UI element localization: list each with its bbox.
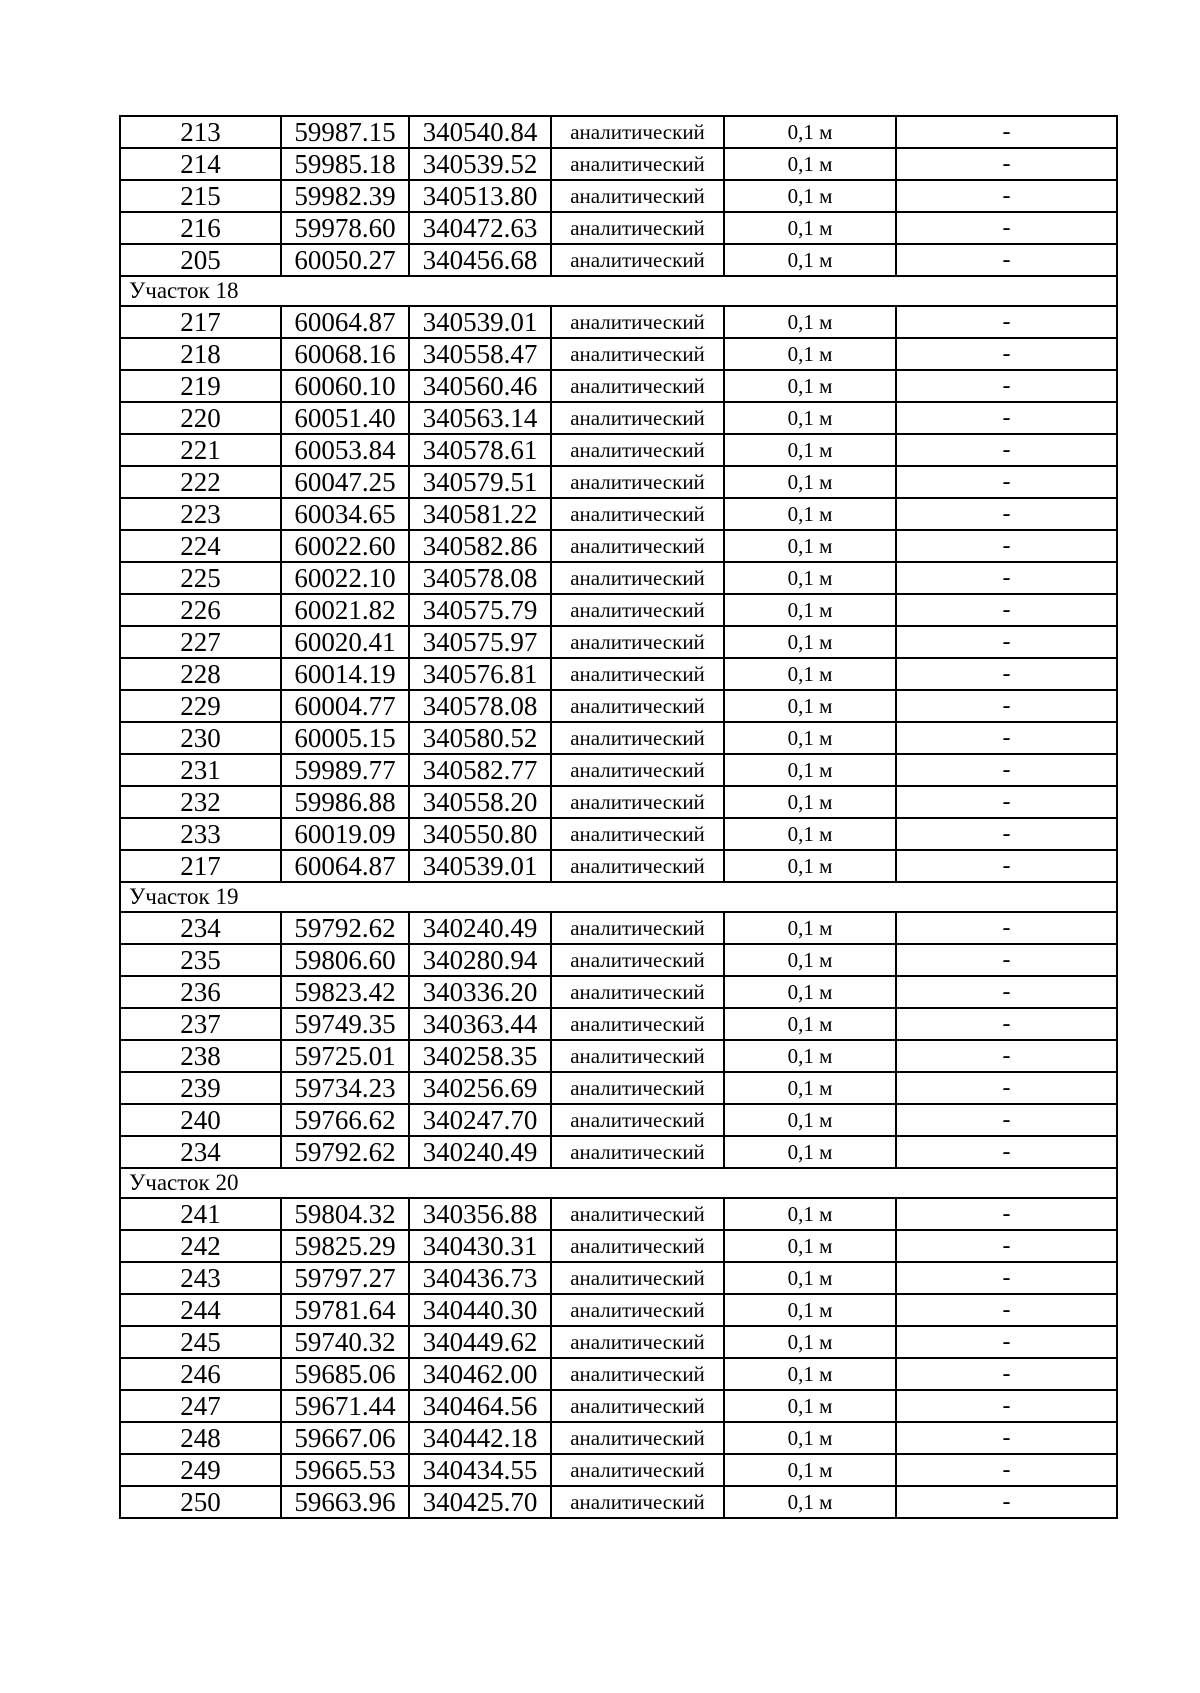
table-row [120, 1422, 1117, 1454]
x-coordinate-cell: 60020.41 [281, 626, 409, 658]
table-row [120, 786, 1117, 818]
y-coordinate-cell: 340560.46 [409, 370, 551, 402]
table-row [120, 594, 1117, 626]
method-cell: аналитический [551, 754, 724, 786]
section-header-row [120, 882, 1117, 912]
accuracy-cell: 0,1 м [724, 1358, 896, 1390]
table-row [120, 1040, 1117, 1072]
point-number-cell: 244 [120, 1294, 281, 1326]
y-coordinate-cell: 340563.14 [409, 402, 551, 434]
coordinates-table [119, 115, 1118, 1519]
description-cell: - [896, 944, 1117, 976]
accuracy-cell: 0,1 м [724, 530, 896, 562]
x-coordinate-cell: 60014.19 [281, 658, 409, 690]
x-coordinate-cell: 60068.16 [281, 338, 409, 370]
point-number-cell: 225 [120, 562, 281, 594]
x-coordinate-cell: 59792.62 [281, 1136, 409, 1168]
method-cell: аналитический [551, 1358, 724, 1390]
table-row [120, 148, 1117, 180]
description-cell: - [896, 976, 1117, 1008]
x-coordinate-cell: 60004.77 [281, 690, 409, 722]
y-coordinate-cell: 340513.80 [409, 180, 551, 212]
description-cell: - [896, 1486, 1117, 1518]
point-number-cell: 231 [120, 754, 281, 786]
description-cell: - [896, 306, 1117, 338]
table-row [120, 370, 1117, 402]
y-coordinate-cell: 340258.35 [409, 1040, 551, 1072]
point-number-cell: 237 [120, 1008, 281, 1040]
x-coordinate-cell: 60047.25 [281, 466, 409, 498]
table-row [120, 912, 1117, 944]
method-cell: аналитический [551, 434, 724, 466]
accuracy-cell: 0,1 м [724, 180, 896, 212]
x-coordinate-cell: 59766.62 [281, 1104, 409, 1136]
section-label: Участок 19 [120, 882, 1117, 912]
method-cell: аналитический [551, 338, 724, 370]
x-coordinate-cell: 59985.18 [281, 148, 409, 180]
accuracy-cell: 0,1 м [724, 306, 896, 338]
method-cell: аналитический [551, 116, 724, 148]
x-coordinate-cell: 59671.44 [281, 1390, 409, 1422]
description-cell: - [896, 594, 1117, 626]
table-row [120, 306, 1117, 338]
accuracy-cell: 0,1 м [724, 912, 896, 944]
y-coordinate-cell: 340449.62 [409, 1326, 551, 1358]
y-coordinate-cell: 340247.70 [409, 1104, 551, 1136]
accuracy-cell: 0,1 м [724, 1104, 896, 1136]
accuracy-cell: 0,1 м [724, 212, 896, 244]
method-cell: аналитический [551, 180, 724, 212]
method-cell: аналитический [551, 1262, 724, 1294]
y-coordinate-cell: 340456.68 [409, 244, 551, 276]
point-number-cell: 222 [120, 466, 281, 498]
x-coordinate-cell: 59725.01 [281, 1040, 409, 1072]
y-coordinate-cell: 340363.44 [409, 1008, 551, 1040]
method-cell: аналитический [551, 466, 724, 498]
section-label: Участок 18 [120, 276, 1117, 306]
description-cell: - [896, 1262, 1117, 1294]
accuracy-cell: 0,1 м [724, 1262, 896, 1294]
table-row [120, 498, 1117, 530]
table-row [120, 402, 1117, 434]
table-row [120, 116, 1117, 148]
description-cell: - [896, 434, 1117, 466]
method-cell: аналитический [551, 1390, 724, 1422]
y-coordinate-cell: 340356.88 [409, 1198, 551, 1230]
accuracy-cell: 0,1 м [724, 690, 896, 722]
description-cell: - [896, 1072, 1117, 1104]
method-cell: аналитический [551, 786, 724, 818]
method-cell: аналитический [551, 1326, 724, 1358]
accuracy-cell: 0,1 м [724, 1326, 896, 1358]
y-coordinate-cell: 340581.22 [409, 498, 551, 530]
point-number-cell: 249 [120, 1454, 281, 1486]
description-cell: - [896, 1040, 1117, 1072]
description-cell: - [896, 1326, 1117, 1358]
method-cell: аналитический [551, 850, 724, 882]
table-row [120, 818, 1117, 850]
section-label: Участок 20 [120, 1168, 1117, 1198]
y-coordinate-cell: 340240.49 [409, 1136, 551, 1168]
table-row [120, 212, 1117, 244]
table-row [120, 1198, 1117, 1230]
y-coordinate-cell: 340464.56 [409, 1390, 551, 1422]
description-cell: - [896, 1198, 1117, 1230]
x-coordinate-cell: 59685.06 [281, 1358, 409, 1390]
accuracy-cell: 0,1 м [724, 976, 896, 1008]
description-cell: - [896, 1390, 1117, 1422]
method-cell: аналитический [551, 1230, 724, 1262]
y-coordinate-cell: 340579.51 [409, 466, 551, 498]
y-coordinate-cell: 340539.52 [409, 148, 551, 180]
accuracy-cell: 0,1 м [724, 658, 896, 690]
description-cell: - [896, 850, 1117, 882]
y-coordinate-cell: 340539.01 [409, 850, 551, 882]
accuracy-cell: 0,1 м [724, 944, 896, 976]
accuracy-cell: 0,1 м [724, 594, 896, 626]
description-cell: - [896, 1008, 1117, 1040]
method-cell: аналитический [551, 498, 724, 530]
point-number-cell: 229 [120, 690, 281, 722]
accuracy-cell: 0,1 м [724, 1136, 896, 1168]
accuracy-cell: 0,1 м [724, 244, 896, 276]
accuracy-cell: 0,1 м [724, 148, 896, 180]
table-row [120, 690, 1117, 722]
description-cell: - [896, 786, 1117, 818]
method-cell: аналитический [551, 690, 724, 722]
description-cell: - [896, 338, 1117, 370]
accuracy-cell: 0,1 м [724, 498, 896, 530]
accuracy-cell: 0,1 м [724, 562, 896, 594]
point-number-cell: 216 [120, 212, 281, 244]
description-cell: - [896, 562, 1117, 594]
method-cell: аналитический [551, 148, 724, 180]
y-coordinate-cell: 340256.69 [409, 1072, 551, 1104]
x-coordinate-cell: 59825.29 [281, 1230, 409, 1262]
x-coordinate-cell: 60064.87 [281, 306, 409, 338]
section-header-row [120, 276, 1117, 306]
method-cell: аналитический [551, 912, 724, 944]
point-number-cell: 240 [120, 1104, 281, 1136]
y-coordinate-cell: 340442.18 [409, 1422, 551, 1454]
table-row [120, 1454, 1117, 1486]
point-number-cell: 233 [120, 818, 281, 850]
y-coordinate-cell: 340434.55 [409, 1454, 551, 1486]
accuracy-cell: 0,1 м [724, 116, 896, 148]
x-coordinate-cell: 59978.60 [281, 212, 409, 244]
description-cell: - [896, 658, 1117, 690]
method-cell: аналитический [551, 658, 724, 690]
table-row [120, 850, 1117, 882]
table-row [120, 1358, 1117, 1390]
point-number-cell: 217 [120, 850, 281, 882]
x-coordinate-cell: 60005.15 [281, 722, 409, 754]
method-cell: аналитический [551, 244, 724, 276]
y-coordinate-cell: 340575.97 [409, 626, 551, 658]
y-coordinate-cell: 340578.61 [409, 434, 551, 466]
y-coordinate-cell: 340576.81 [409, 658, 551, 690]
point-number-cell: 232 [120, 786, 281, 818]
y-coordinate-cell: 340440.30 [409, 1294, 551, 1326]
table-row [120, 1072, 1117, 1104]
point-number-cell: 238 [120, 1040, 281, 1072]
y-coordinate-cell: 340558.47 [409, 338, 551, 370]
y-coordinate-cell: 340436.73 [409, 1262, 551, 1294]
method-cell: аналитический [551, 1422, 724, 1454]
accuracy-cell: 0,1 м [724, 1422, 896, 1454]
table-row [120, 1008, 1117, 1040]
coordinates-table-body [120, 116, 1117, 1518]
description-cell: - [896, 212, 1117, 244]
table-row [120, 626, 1117, 658]
accuracy-cell: 0,1 м [724, 1040, 896, 1072]
accuracy-cell: 0,1 м [724, 1294, 896, 1326]
x-coordinate-cell: 60022.60 [281, 530, 409, 562]
point-number-cell: 219 [120, 370, 281, 402]
table-row [120, 434, 1117, 466]
x-coordinate-cell: 59740.32 [281, 1326, 409, 1358]
description-cell: - [896, 1358, 1117, 1390]
method-cell: аналитический [551, 1136, 724, 1168]
x-coordinate-cell: 59806.60 [281, 944, 409, 976]
y-coordinate-cell: 340582.86 [409, 530, 551, 562]
x-coordinate-cell: 60050.27 [281, 244, 409, 276]
accuracy-cell: 0,1 м [724, 722, 896, 754]
table-row [120, 944, 1117, 976]
method-cell: аналитический [551, 818, 724, 850]
point-number-cell: 246 [120, 1358, 281, 1390]
y-coordinate-cell: 340580.52 [409, 722, 551, 754]
table-row [120, 658, 1117, 690]
method-cell: аналитический [551, 944, 724, 976]
description-cell: - [896, 402, 1117, 434]
table-row [120, 1104, 1117, 1136]
x-coordinate-cell: 59663.96 [281, 1486, 409, 1518]
method-cell: аналитический [551, 1294, 724, 1326]
description-cell: - [896, 1422, 1117, 1454]
description-cell: - [896, 498, 1117, 530]
x-coordinate-cell: 59665.53 [281, 1454, 409, 1486]
point-number-cell: 205 [120, 244, 281, 276]
table-row [120, 1390, 1117, 1422]
description-cell: - [896, 116, 1117, 148]
description-cell: - [896, 1294, 1117, 1326]
point-number-cell: 228 [120, 658, 281, 690]
method-cell: аналитический [551, 1008, 724, 1040]
point-number-cell: 227 [120, 626, 281, 658]
description-cell: - [896, 626, 1117, 658]
y-coordinate-cell: 340578.08 [409, 690, 551, 722]
description-cell: - [896, 818, 1117, 850]
x-coordinate-cell: 60051.40 [281, 402, 409, 434]
description-cell: - [896, 466, 1117, 498]
table-row [120, 1262, 1117, 1294]
point-number-cell: 248 [120, 1422, 281, 1454]
point-number-cell: 247 [120, 1390, 281, 1422]
point-number-cell: 217 [120, 306, 281, 338]
x-coordinate-cell: 60060.10 [281, 370, 409, 402]
accuracy-cell: 0,1 м [724, 338, 896, 370]
table-row [120, 244, 1117, 276]
method-cell: аналитический [551, 1104, 724, 1136]
x-coordinate-cell: 60034.65 [281, 498, 409, 530]
accuracy-cell: 0,1 м [724, 786, 896, 818]
point-number-cell: 234 [120, 912, 281, 944]
description-cell: - [896, 1104, 1117, 1136]
table-row [120, 1294, 1117, 1326]
accuracy-cell: 0,1 м [724, 850, 896, 882]
method-cell: аналитический [551, 306, 724, 338]
accuracy-cell: 0,1 м [724, 370, 896, 402]
x-coordinate-cell: 59749.35 [281, 1008, 409, 1040]
point-number-cell: 218 [120, 338, 281, 370]
method-cell: аналитический [551, 370, 724, 402]
method-cell: аналитический [551, 1040, 724, 1072]
y-coordinate-cell: 340336.20 [409, 976, 551, 1008]
method-cell: аналитический [551, 402, 724, 434]
table-row [120, 466, 1117, 498]
point-number-cell: 235 [120, 944, 281, 976]
accuracy-cell: 0,1 м [724, 466, 896, 498]
point-number-cell: 224 [120, 530, 281, 562]
method-cell: аналитический [551, 976, 724, 1008]
point-number-cell: 214 [120, 148, 281, 180]
point-number-cell: 220 [120, 402, 281, 434]
accuracy-cell: 0,1 м [724, 1486, 896, 1518]
point-number-cell: 236 [120, 976, 281, 1008]
method-cell: аналитический [551, 594, 724, 626]
y-coordinate-cell: 340430.31 [409, 1230, 551, 1262]
description-cell: - [896, 180, 1117, 212]
point-number-cell: 241 [120, 1198, 281, 1230]
x-coordinate-cell: 60064.87 [281, 850, 409, 882]
x-coordinate-cell: 60053.84 [281, 434, 409, 466]
accuracy-cell: 0,1 м [724, 1198, 896, 1230]
table-row [120, 1230, 1117, 1262]
description-cell: - [896, 690, 1117, 722]
accuracy-cell: 0,1 м [724, 818, 896, 850]
method-cell: аналитический [551, 1454, 724, 1486]
point-number-cell: 223 [120, 498, 281, 530]
point-number-cell: 221 [120, 434, 281, 466]
table-row [120, 338, 1117, 370]
x-coordinate-cell: 59792.62 [281, 912, 409, 944]
method-cell: аналитический [551, 1072, 724, 1104]
description-cell: - [896, 244, 1117, 276]
description-cell: - [896, 722, 1117, 754]
point-number-cell: 250 [120, 1486, 281, 1518]
point-number-cell: 239 [120, 1072, 281, 1104]
accuracy-cell: 0,1 м [724, 1454, 896, 1486]
method-cell: аналитический [551, 562, 724, 594]
table-row [120, 976, 1117, 1008]
table-row [120, 1136, 1117, 1168]
point-number-cell: 230 [120, 722, 281, 754]
y-coordinate-cell: 340558.20 [409, 786, 551, 818]
x-coordinate-cell: 59986.88 [281, 786, 409, 818]
y-coordinate-cell: 340472.63 [409, 212, 551, 244]
x-coordinate-cell: 59989.77 [281, 754, 409, 786]
accuracy-cell: 0,1 м [724, 626, 896, 658]
point-number-cell: 213 [120, 116, 281, 148]
table-row [120, 1486, 1117, 1518]
point-number-cell: 226 [120, 594, 281, 626]
y-coordinate-cell: 340575.79 [409, 594, 551, 626]
y-coordinate-cell: 340425.70 [409, 1486, 551, 1518]
description-cell: - [896, 912, 1117, 944]
description-cell: - [896, 1136, 1117, 1168]
x-coordinate-cell: 59797.27 [281, 1262, 409, 1294]
description-cell: - [896, 1230, 1117, 1262]
x-coordinate-cell: 59781.64 [281, 1294, 409, 1326]
y-coordinate-cell: 340540.84 [409, 116, 551, 148]
y-coordinate-cell: 340539.01 [409, 306, 551, 338]
x-coordinate-cell: 60022.10 [281, 562, 409, 594]
point-number-cell: 242 [120, 1230, 281, 1262]
section-header-row [120, 1168, 1117, 1198]
accuracy-cell: 0,1 м [724, 754, 896, 786]
method-cell: аналитический [551, 212, 724, 244]
y-coordinate-cell: 340582.77 [409, 754, 551, 786]
point-number-cell: 243 [120, 1262, 281, 1294]
accuracy-cell: 0,1 м [724, 1230, 896, 1262]
method-cell: аналитический [551, 1486, 724, 1518]
table-row [120, 722, 1117, 754]
accuracy-cell: 0,1 м [724, 1390, 896, 1422]
x-coordinate-cell: 59804.32 [281, 1198, 409, 1230]
x-coordinate-cell: 59987.15 [281, 116, 409, 148]
method-cell: аналитический [551, 626, 724, 658]
accuracy-cell: 0,1 м [724, 1072, 896, 1104]
x-coordinate-cell: 59734.23 [281, 1072, 409, 1104]
x-coordinate-cell: 59667.06 [281, 1422, 409, 1454]
x-coordinate-cell: 59982.39 [281, 180, 409, 212]
y-coordinate-cell: 340578.08 [409, 562, 551, 594]
table-row [120, 1326, 1117, 1358]
point-number-cell: 215 [120, 180, 281, 212]
table-row [120, 530, 1117, 562]
description-cell: - [896, 1454, 1117, 1486]
y-coordinate-cell: 340240.49 [409, 912, 551, 944]
description-cell: - [896, 370, 1117, 402]
method-cell: аналитический [551, 530, 724, 562]
table-row [120, 754, 1117, 786]
point-number-cell: 234 [120, 1136, 281, 1168]
x-coordinate-cell: 59823.42 [281, 976, 409, 1008]
y-coordinate-cell: 340280.94 [409, 944, 551, 976]
y-coordinate-cell: 340550.80 [409, 818, 551, 850]
table-row [120, 180, 1117, 212]
table-row [120, 562, 1117, 594]
accuracy-cell: 0,1 м [724, 402, 896, 434]
x-coordinate-cell: 60021.82 [281, 594, 409, 626]
accuracy-cell: 0,1 м [724, 1008, 896, 1040]
method-cell: аналитический [551, 1198, 724, 1230]
method-cell: аналитический [551, 722, 724, 754]
description-cell: - [896, 148, 1117, 180]
point-number-cell: 245 [120, 1326, 281, 1358]
description-cell: - [896, 530, 1117, 562]
y-coordinate-cell: 340462.00 [409, 1358, 551, 1390]
x-coordinate-cell: 60019.09 [281, 818, 409, 850]
description-cell: - [896, 754, 1117, 786]
accuracy-cell: 0,1 м [724, 434, 896, 466]
